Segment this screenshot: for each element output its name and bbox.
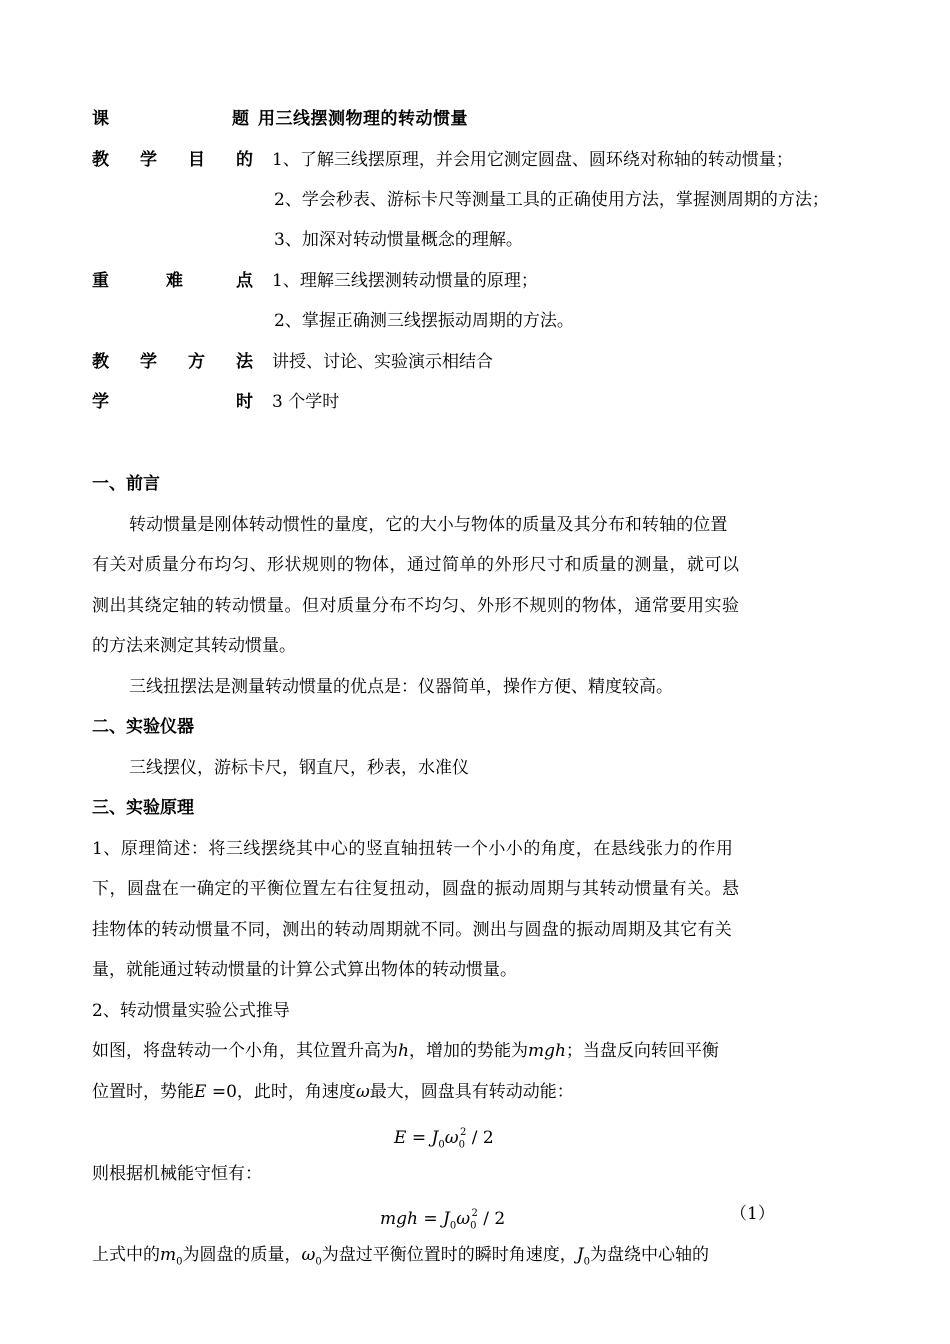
objectives-label-char-3: 目 — [188, 150, 205, 170]
objective-item-2: 2、学会秒表、游标卡尺等测量工具的正确使用方法，掌握测周期的方法； — [274, 190, 829, 210]
derivation-title: 2、转动惯量实验公式推导 — [92, 1001, 290, 1021]
method-label-char-3: 方 — [188, 352, 205, 372]
intro-paragraph-line-3: 测出其绕定轴的转动惯量。但对质量分布不均匀、外形不规则的物体，通常要用实验 — [92, 596, 740, 616]
equation-e-zero: E — [194, 1082, 207, 1102]
teaching-method: 讲授、讨论、实验演示相结合 — [272, 352, 493, 372]
topic-title: 用三线摆测物理的转动惯量 — [258, 109, 468, 129]
symbol-j0: J — [576, 1245, 584, 1265]
topic-label-char-2: 题 — [232, 109, 249, 129]
objective-item-1: 1、了解三线摆原理，并会用它测定圆盘、圆环绕对称轴的转动惯量； — [272, 150, 793, 170]
instruments-list: 三线摆仪，游标卡尺，钢直尺，秒表，水准仪 — [129, 758, 469, 778]
symbol-mgh: mgh — [527, 1041, 566, 1061]
last-line: 上式中的$m_0$为圆盘的质量，$\omega_0$为盘过平衡位置时的瞬时角速度，$J_0$为盘绕中心轴的 — [92, 1245, 709, 1268]
objective-item-3: 3、加深对转动惯量概念的理解。 — [274, 230, 523, 250]
section-instruments-title: 二、实验仪器 — [92, 717, 194, 737]
hours-label-char-2: 时 — [236, 392, 253, 412]
equation-kinetic-energy: $E = J_0\omega_0^2 / 2$ — [394, 1127, 494, 1151]
derivation-line-1-part-c: ；当盘反向转回平衡 — [565, 1041, 719, 1061]
symbol-omega: ω — [355, 1082, 370, 1102]
equation-energy-conservation: mgh = $J_0\omega_0^2 / 2$ — [380, 1208, 506, 1232]
hours-label-char-1: 学 — [92, 392, 109, 412]
section-principle-title: 三、实验原理 — [92, 798, 194, 818]
derivation-line-1-part-b: ，增加的势能为 — [408, 1041, 528, 1061]
objectives-label-char-2: 学 — [140, 150, 157, 170]
conservation-text: 则根据机械能守恒有： — [92, 1164, 262, 1184]
principle-line-3: 挂物体的转动惯量不同，测出的转动周期就不同。测出与圆盘的振动周期及其它有关 — [92, 920, 733, 940]
symbol-h: h — [398, 1041, 409, 1061]
symbol-m0: m — [160, 1245, 177, 1265]
intro-paragraph-2: 三线扭摆法是测量转动惯量的优点是：仪器简单，操作方便、精度较高。 — [129, 677, 673, 697]
derivation-line-2-part-c: 最大，圆盘具有转动动能： — [369, 1082, 574, 1102]
keypoints-label-char-3: 点 — [236, 271, 253, 291]
keypoints-label-char-1: 重 — [92, 271, 109, 291]
topic-label-char-1: 课 — [92, 109, 109, 129]
section-intro-title: 一、前言 — [92, 474, 160, 494]
intro-paragraph-line-1: 转动惯量是刚体转动惯性的量度，它的大小与物体的质量及其分布和转轴的位置 — [129, 515, 728, 535]
keypoint-item-2: 2、掌握正确测三线摆振动周期的方法。 — [274, 311, 574, 331]
intro-paragraph-line-2: 有关对质量分布均匀、形状规则的物体，通过简单的外形尺寸和质量的测量，就可以 — [92, 555, 740, 575]
keypoint-item-1: 1、理解三线摆测转动惯量的原理； — [272, 271, 538, 291]
objectives-label-char-1: 教 — [92, 150, 109, 170]
equation-number: （1） — [730, 1204, 775, 1224]
intro-paragraph-line-4: 的方法来测定其转动惯量。 — [92, 636, 296, 656]
derivation-line-1 — [92, 1040, 719, 1062]
keypoints-label-char-2: 难 — [166, 271, 183, 291]
derivation-line-1-part-a: 如图，将盘转动一个小角，其位置升高为 — [92, 1041, 398, 1061]
principle-line-4: 量，就能通过转动惯量的计算公式算出物体的转动惯量。 — [92, 960, 517, 980]
method-label-char-1: 教 — [92, 352, 109, 372]
method-label-char-4: 法 — [236, 352, 253, 372]
derivation-line-2: 位置时，势能E =0，此时，角速度ω最大，圆盘具有转动动能： — [92, 1082, 574, 1102]
method-label-char-2: 学 — [140, 352, 157, 372]
last-line-part-d: 为盘绕中心轴的 — [589, 1245, 709, 1265]
last-line-part-a: 上式中的 — [92, 1245, 160, 1265]
principle-line-2: 下，圆盘在一确定的平衡位置左右往复扭动，圆盘的振动周期与其转动惯量有关。悬 — [92, 879, 740, 899]
teaching-hours: 3 个学时 — [272, 392, 340, 412]
derivation-line-2-part-b: ，此时，角速度 — [236, 1082, 356, 1102]
last-line-part-c: 为盘过平衡位置时的瞬时角速度， — [321, 1245, 577, 1265]
objectives-label-char-4: 的 — [236, 150, 253, 170]
principle-line-1: 1、原理简述：将三线摆绕其中心的竖直轴扭转一个小小的角度，在悬线张力的作用 — [92, 839, 734, 859]
last-line-part-b: 为圆盘的质量， — [182, 1245, 302, 1265]
symbol-omega0: ω — [301, 1245, 316, 1265]
derivation-line-2-part-a: 位置时，势能 — [92, 1082, 194, 1102]
